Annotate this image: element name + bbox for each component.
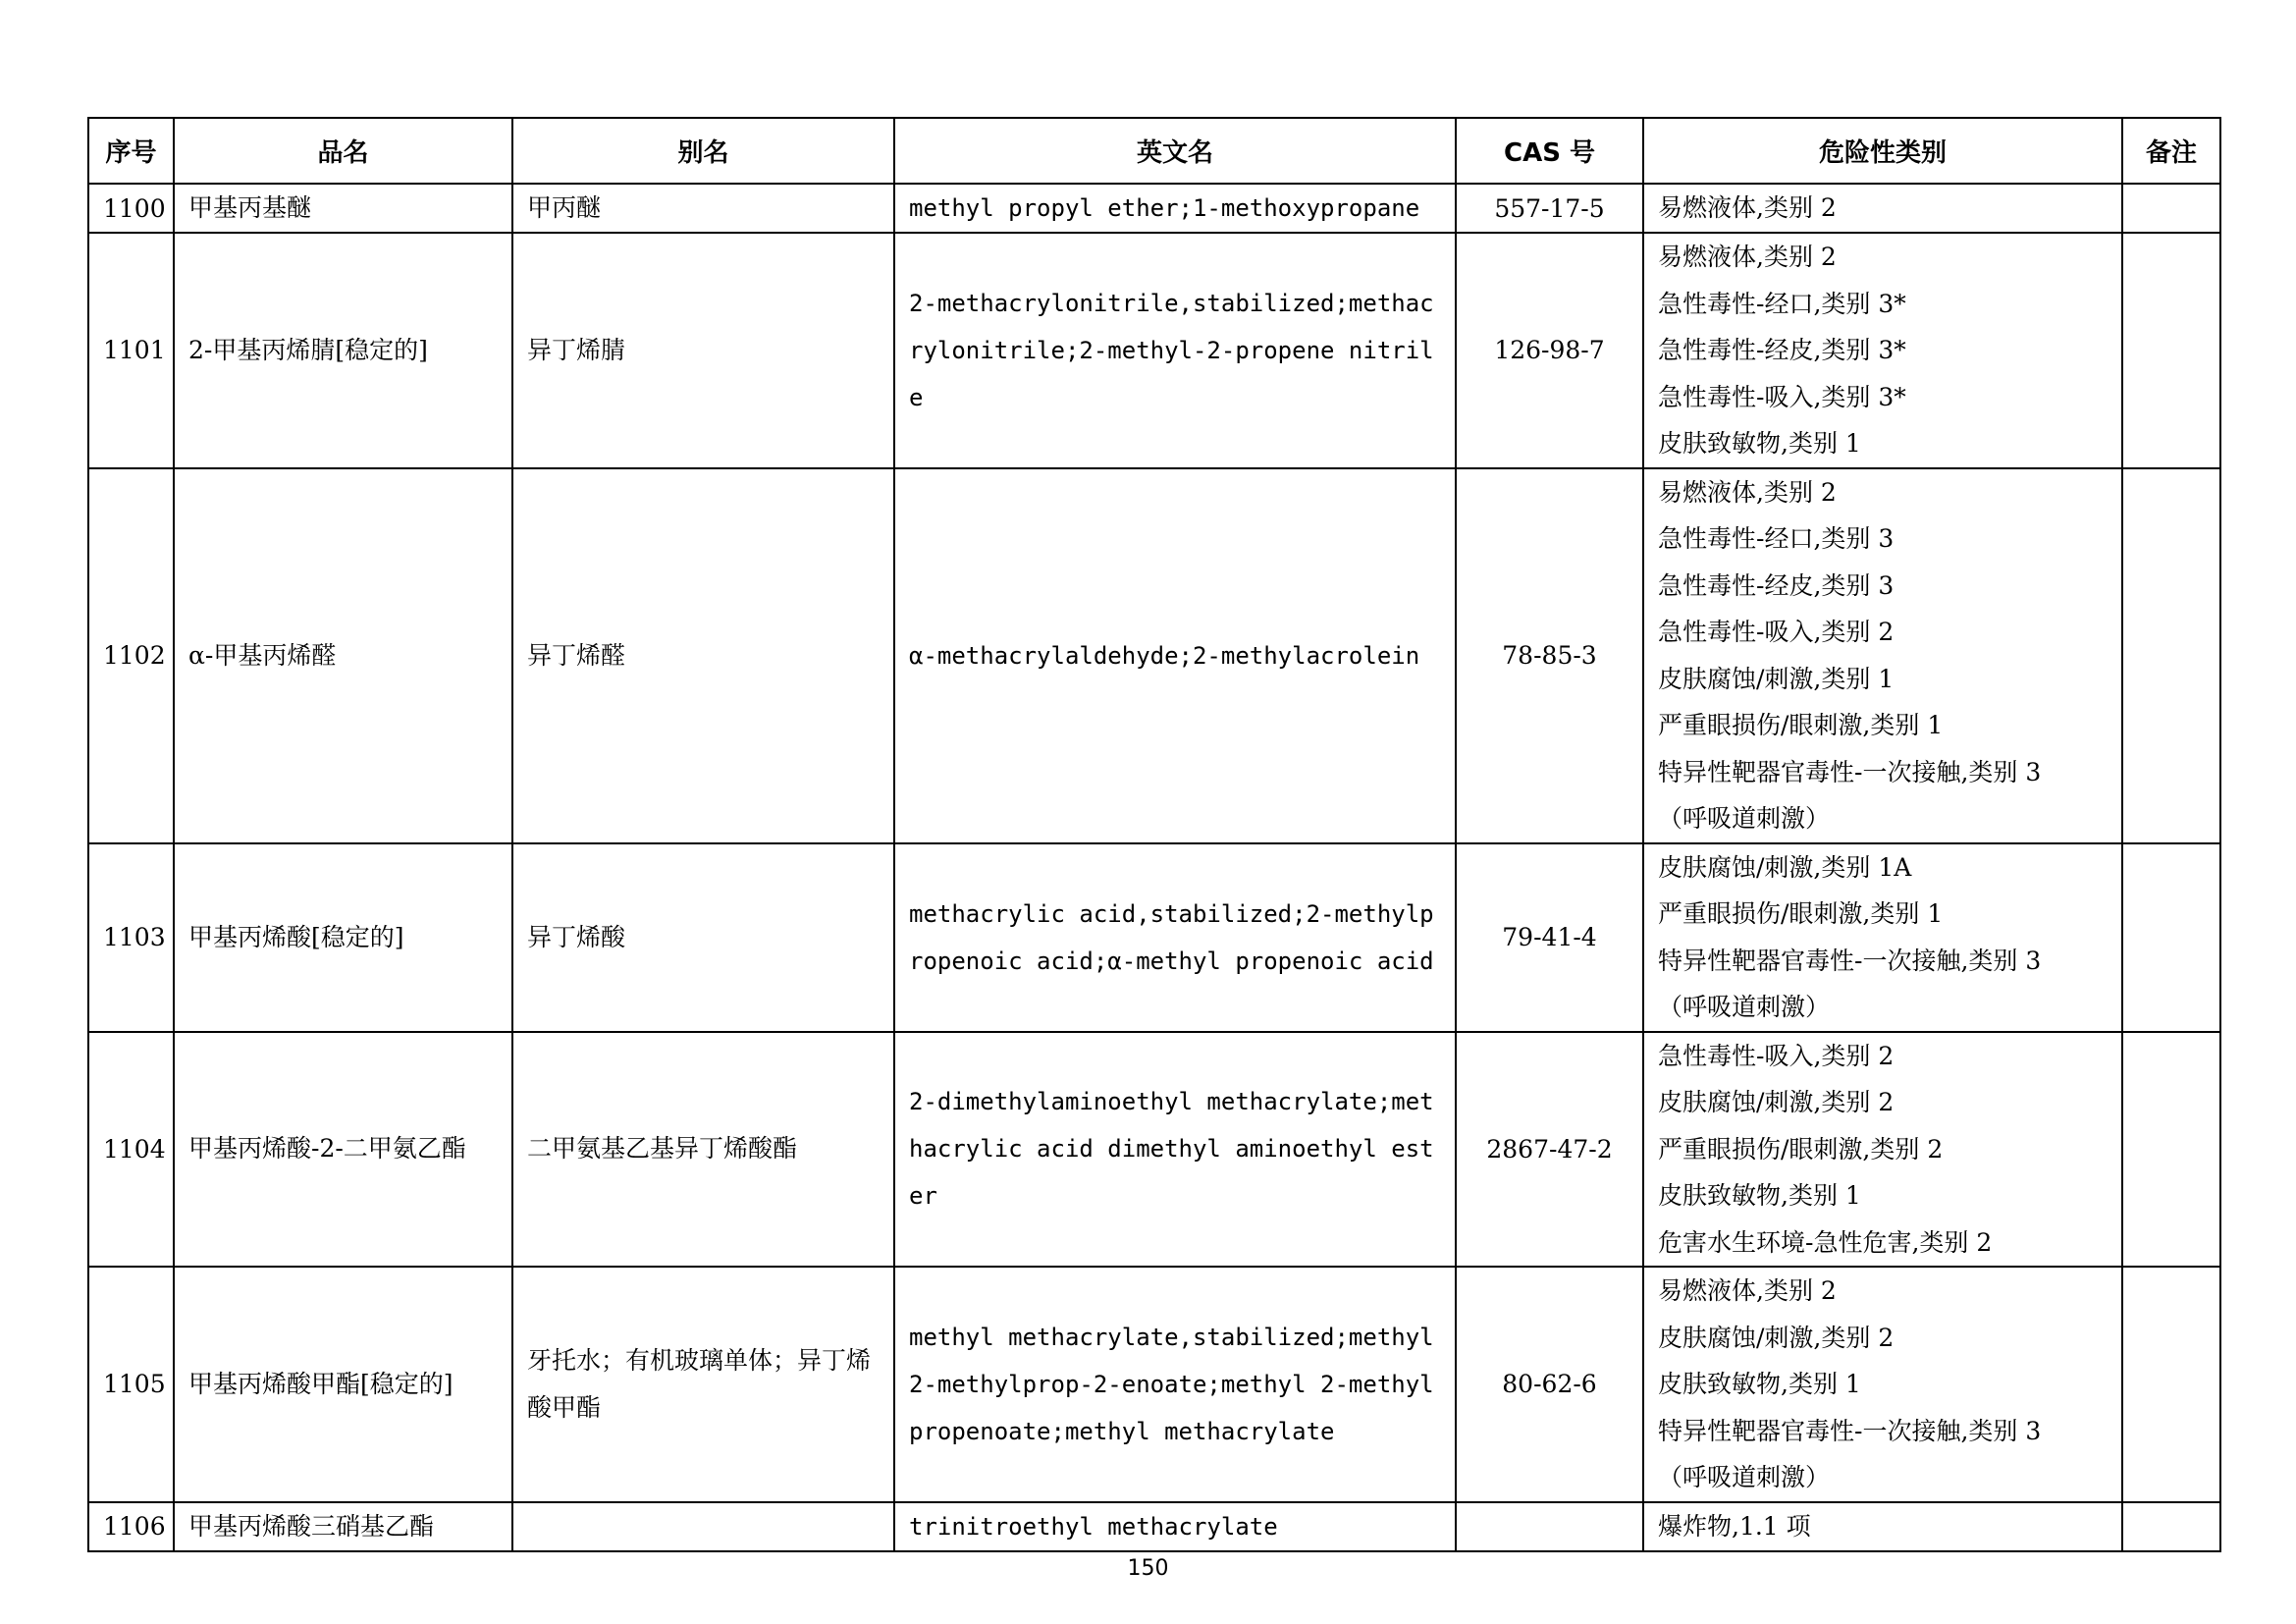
product-name-cell: 甲基丙烯酸-2-二甲氨乙酯 (174, 1032, 512, 1268)
hazard-class-line: （呼吸道刺激） (1658, 804, 1831, 833)
serial-number-cell: 1101 (88, 233, 174, 468)
table-row (88, 843, 2220, 1032)
table-row (88, 1502, 2220, 1551)
hazard-class-line: 急性毒性-吸入,类别 2 (1658, 1041, 1895, 1070)
english-name-cell: trinitroethyl methacrylate (894, 1502, 1456, 1551)
english-name-cell: 2-methacrylonitrile,stabilized;methacrylonitrile;2-methyl-2-propene nitrile (894, 233, 1456, 468)
cas-number-cell: 557-17-5 (1456, 184, 1643, 233)
cas-number-cell: 78-85-3 (1456, 468, 1643, 843)
serial-number-cell: 1106 (88, 1502, 174, 1551)
cas-number-cell: 80-62-6 (1456, 1267, 1643, 1502)
hazard-class-line: 皮肤腐蚀/刺激,类别 2 (1658, 1088, 1895, 1116)
english-name-cell: methyl methacrylate,stabilized;methyl 2-methylprop-2-enoate;methyl 2-methylpropenoate;methyl methacrylate (894, 1267, 1456, 1502)
alias-cell: 异丁烯酸 (512, 843, 894, 1032)
alias-cell: 牙托水；有机玻璃单体；异丁烯酸甲酯 (512, 1267, 894, 1502)
hazard-class-line: 急性毒性-吸入,类别 3* (1658, 382, 1906, 411)
note-cell (2122, 233, 2220, 468)
product-name-cell: 甲基丙烯酸甲酯[稳定的] (174, 1267, 512, 1502)
note-cell (2122, 468, 2220, 843)
serial-number-cell: 1102 (88, 468, 174, 843)
hazard-class-cell (1643, 233, 2122, 468)
header-cell: 危险性类别 (1643, 118, 2122, 184)
hazard-class-line: 皮肤致敏物,类别 1 (1658, 1370, 1861, 1398)
cas-number-cell: 2867-47-2 (1456, 1032, 1643, 1268)
header-cell: 品名 (174, 118, 512, 184)
header-cell: 英文名 (894, 118, 1456, 184)
hazard-class-line: 特异性靶器官毒性-一次接触,类别 3 (1658, 1416, 2042, 1445)
cas-number-cell (1456, 1502, 1643, 1551)
english-name-cell: methacrylic acid,stabilized;2-methylpropenoic acid;α-methyl propenoic acid (894, 843, 1456, 1032)
serial-number-cell: 1100 (88, 184, 174, 233)
english-name-cell: methyl propyl ether;1-methoxypropane (894, 184, 1456, 233)
hazard-class-line: 皮肤腐蚀/刺激,类别 1A (1658, 852, 1912, 882)
note-cell (2122, 1032, 2220, 1268)
hazard-class-line: 危害水生环境-急性危害,类别 2 (1658, 1227, 1993, 1257)
alias-cell: 异丁烯醛 (512, 468, 894, 843)
hazard-class-cell (1643, 184, 2122, 233)
serial-number-cell: 1103 (88, 843, 174, 1032)
english-name-cell: α-methacrylaldehyde;2-methylacrolein (894, 468, 1456, 843)
hazard-class-cell (1643, 1502, 2122, 1551)
product-name-cell: α-甲基丙烯醛 (174, 468, 512, 843)
alias-cell (512, 1502, 894, 1551)
alias-cell: 二甲氨基乙基异丁烯酸酯 (512, 1032, 894, 1268)
hazard-class-line: 皮肤致敏物,类别 1 (1658, 1181, 1861, 1210)
hazard-class-line: 皮肤腐蚀/刺激,类别 1 (1658, 664, 1895, 693)
table-row (88, 1267, 2220, 1502)
serial-number-cell: 1104 (88, 1032, 174, 1268)
hazard-class-line: 严重眼损伤/眼刺激,类别 1 (1658, 711, 1944, 739)
header-row (88, 118, 2220, 184)
hazard-class-line: 急性毒性-经口,类别 3 (1658, 524, 1895, 553)
header-cell: 序号 (88, 118, 174, 184)
note-cell (2122, 1267, 2220, 1502)
alias-cell: 甲丙醚 (512, 184, 894, 233)
hazard-class-line: 易燃液体,类别 2 (1658, 477, 1837, 507)
serial-number-cell: 1105 (88, 1267, 174, 1502)
hazard-class-line: 特异性靶器官毒性-一次接触,类别 3 (1658, 757, 2042, 786)
hazard-class-line: 急性毒性-吸入,类别 2 (1658, 618, 1895, 646)
hazard-class-line: 急性毒性-经皮,类别 3 (1658, 570, 1895, 600)
hazard-class-cell (1643, 843, 2122, 1032)
hazard-class-line: 严重眼损伤/眼刺激,类别 1 (1658, 899, 1944, 928)
product-name-cell: 2-甲基丙烯腈[稳定的] (174, 233, 512, 468)
header-cell: 别名 (512, 118, 894, 184)
hazard-class-line: 易燃液体,类别 2 (1658, 193, 1837, 223)
hazard-class-line: （呼吸道刺激） (1658, 1463, 1831, 1491)
product-name-cell: 甲基丙基醚 (174, 184, 512, 233)
chemical-catalog-table (87, 117, 2221, 1552)
hazard-class-line: 易燃液体,类别 2 (1658, 243, 1837, 271)
header-cell: CAS 号 (1456, 118, 1643, 184)
note-cell (2122, 184, 2220, 233)
cas-number-cell: 79-41-4 (1456, 843, 1643, 1032)
hazard-class-cell (1643, 468, 2122, 843)
table-body (88, 184, 2220, 1551)
alias-cell: 异丁烯腈 (512, 233, 894, 468)
hazard-class-line: 急性毒性-经皮,类别 3* (1658, 336, 1906, 364)
product-name-cell: 甲基丙烯酸三硝基乙酯 (174, 1502, 512, 1551)
hazard-class-line: （呼吸道刺激） (1658, 993, 1831, 1021)
hazard-class-line: 皮肤腐蚀/刺激,类别 2 (1658, 1323, 1895, 1352)
hazard-class-cell (1643, 1032, 2122, 1268)
table-row (88, 184, 2220, 233)
hazard-class-line: 急性毒性-经口,类别 3* (1658, 289, 1906, 318)
note-cell (2122, 843, 2220, 1032)
table-row (88, 1032, 2220, 1268)
product-name-cell: 甲基丙烯酸[稳定的] (174, 843, 512, 1032)
hazard-class-line: 皮肤致敏物,类别 1 (1658, 429, 1861, 458)
hazard-class-cell (1643, 1267, 2122, 1502)
cas-number-cell: 126-98-7 (1456, 233, 1643, 468)
hazard-class-line: 爆炸物,1.1 项 (1658, 1511, 1811, 1541)
hazard-class-line: 特异性靶器官毒性-一次接触,类别 3 (1658, 946, 2042, 975)
table-row (88, 468, 2220, 843)
page-number: 150 (1127, 1556, 1169, 1581)
hazard-class-line: 严重眼损伤/眼刺激,类别 2 (1658, 1134, 1944, 1164)
header-cell: 备注 (2122, 118, 2220, 184)
note-cell (2122, 1502, 2220, 1551)
english-name-cell: 2-dimethylaminoethyl methacrylate;methacrylic acid dimethyl aminoethyl ester (894, 1032, 1456, 1268)
table-row (88, 233, 2220, 468)
hazard-class-line: 易燃液体,类别 2 (1658, 1276, 1837, 1305)
